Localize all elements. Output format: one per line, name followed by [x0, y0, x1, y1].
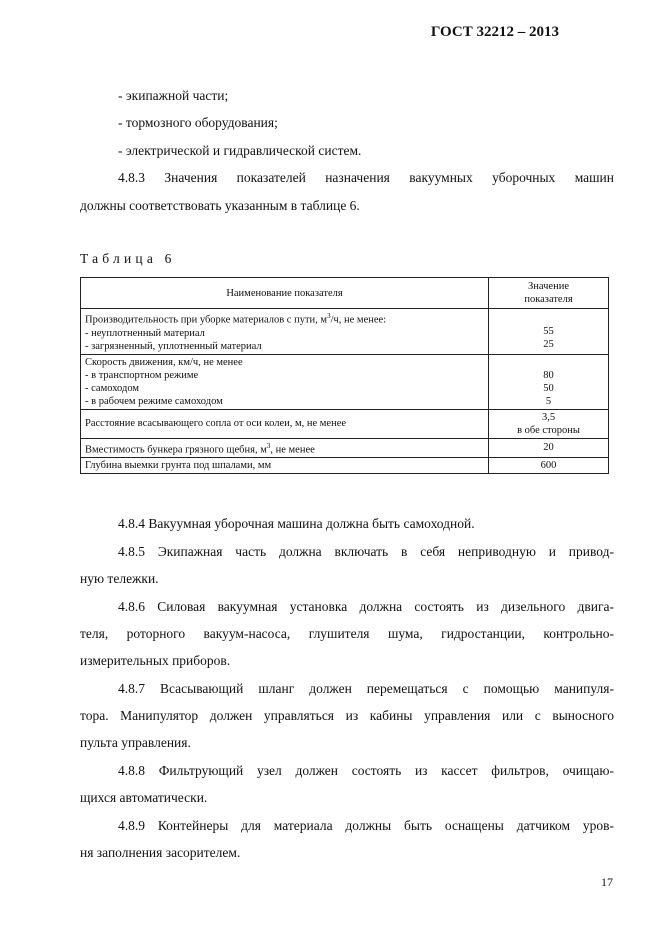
table-cell-value: 20 — [489, 438, 609, 458]
paragraph-line: щихся автоматически. — [80, 790, 208, 805]
paragraph-line: теля, роторного вакуум-насоса, глушителя шума, гидростанции, контрольно- — [80, 626, 614, 641]
table-caption: Таблица 6 — [80, 251, 176, 266]
paragraph-line: ную тележки. — [80, 571, 159, 586]
table-row — [81, 409, 609, 438]
page-number: 17 — [601, 875, 613, 889]
paragraph-line: тора. Манипулятор должен управляться из кабины управления или с выносного — [80, 708, 614, 723]
specs-table — [80, 277, 609, 474]
table-cell-name: Глубина выемки грунта под шпалами, мм — [81, 458, 489, 474]
paragraph-line: 4.8.4 Вакуумная уборочная машина должна быть самоходной. — [118, 516, 475, 531]
table-cell-value: 55 25 — [489, 309, 609, 355]
table-header-value: Значение показателя — [489, 278, 609, 309]
document-header: ГОСТ 32212 – 2013 — [430, 24, 559, 40]
list-item: - электрической и гидравлической систем. — [118, 143, 362, 158]
table-cell-name: Вместимость бункера грязного щебня, $м^3$, не менее — [81, 438, 489, 458]
paragraph-line: пульта управления. — [80, 735, 191, 750]
list-item: - тормозного оборудования; — [118, 115, 278, 130]
table-header-name: Наименование показателя — [81, 278, 489, 309]
paragraph-line: 4.8.7 Всасывающий шланг должен перемещаться с помощью манипуля- — [118, 681, 614, 696]
paragraph-line: 4.8.6 Силовая вакуумная установка должна состоять из дизельного двига- — [118, 599, 614, 614]
table-cell-name: Скорость движения, км/ч, не менее - в транспортном режиме - самоходом - в рабочем режиме самоходом — [81, 354, 489, 409]
paragraph-line: измерительных приборов. — [80, 653, 231, 668]
paragraph-line: 4.8.9 Контейнеры для материала должны быть оснащены датчиком уров- — [118, 818, 614, 833]
paragraph-line: 4.8.8 Фильтрующий узел должен состоять из кассет фильтров, очищаю- — [118, 763, 614, 778]
paragraph-line: должны соответствовать указанным в таблице 6. — [80, 198, 360, 213]
table-cell-value: 80 50 5 — [489, 354, 609, 409]
table-cell-name: Расстояние всасывающего сопла от оси колеи, м, не менее — [81, 409, 489, 438]
list-item: - экипажной части; — [118, 88, 229, 103]
table-cell-value: 3,5 в обе стороны — [489, 409, 609, 438]
paragraph-line: 4.8.3 Значения показателей назначения вакуумных уборочных машин — [118, 170, 614, 185]
paragraph-line: 4.8.5 Экипажная часть должна включать в себя неприводную и привод- — [118, 544, 614, 559]
table-cell-value: 600 — [489, 458, 609, 474]
paragraph-line: ня заполнения засорителем. — [80, 845, 241, 860]
table-row — [81, 458, 609, 474]
table-row — [81, 354, 609, 409]
table-cell-name: Производительность при уборке материалов с пути, $м^3/ч$, не менее: - неуплотненный материал - загрязненный, уплотненный материал — [81, 309, 489, 355]
table-header-row — [81, 278, 609, 309]
table-row — [81, 438, 609, 458]
table-row — [81, 309, 609, 355]
